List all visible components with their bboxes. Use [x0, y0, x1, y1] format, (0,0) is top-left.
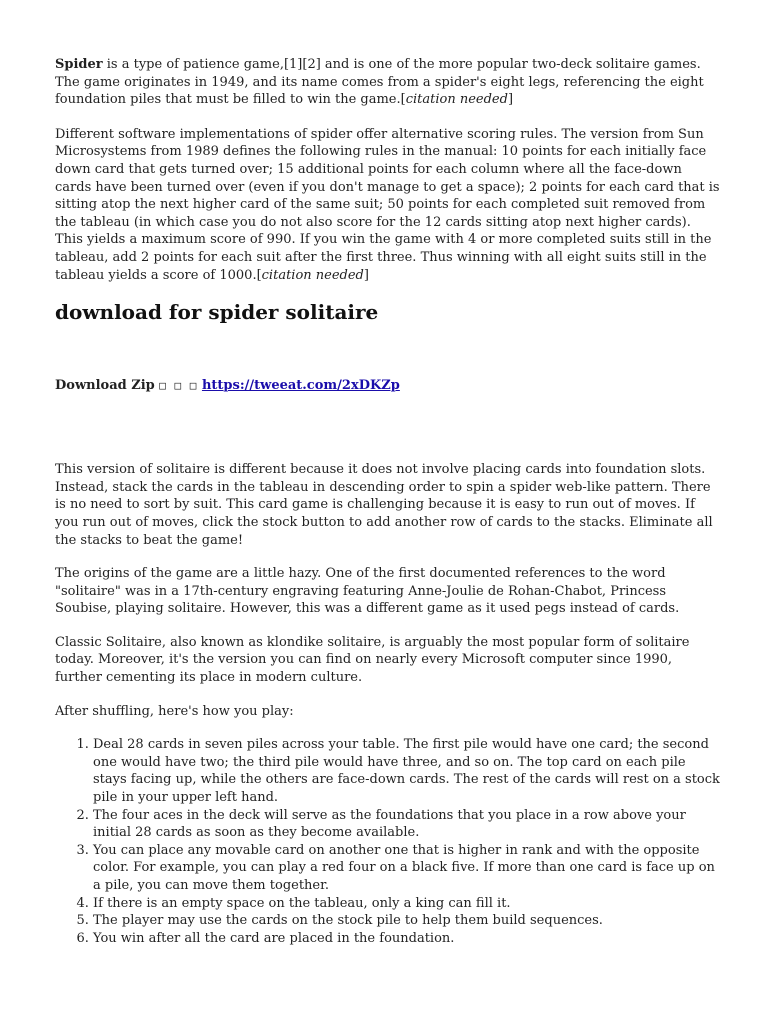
download-link[interactable]: https://tweeat.com/2xDKZp: [201, 378, 400, 394]
spacer: [55, 395, 720, 461]
download-label: Download Zip: [55, 378, 155, 394]
list-item: 1. Deal 28 cards in seven piles across your table. The first pile would have one card; the second one would have two; the third pile would have three, and so on. The top card on each pile stays facing up, while the others are face-down cards. The rest of the cards will rest on a stock pile in your upper left hand.: [93, 736, 720, 806]
scoring-citation: citation needed: [261, 267, 364, 283]
intro-term: Spider: [55, 57, 103, 72]
body-paragraph-2: The origins of the game are a little hazy. One of the first documented references to the word "solitaire" was in a 17th-century engraving featuring Anne-Joulie de Rohan-Chabot, Princess Soubise, playing solitaire. However, this was a different game as it used pegs instead of cards.: [55, 566, 680, 617]
body-paragraph-1: This version of solitaire is different because it does not involve placing cards into foundation slots. Instead, stack the cards in the tableau in descending order to spin a spider web-like pattern. There is no need to sort by suit. This card game is challenging because it is easy to run out of moves. If you run out of moves, click the stock button to add another row of cards to the stacks. Eliminate all the stacks to beat the game!: [55, 462, 713, 548]
list-item: 2. The four aces in the deck will serve as the foundations that you place in a row above your initial 28 cards as soon as they become available.: [93, 807, 720, 842]
intro-paragraph: [55, 56, 720, 109]
scoring-close: ]: [363, 267, 369, 283]
intro-close: ]: [507, 92, 514, 108]
list-item: 6. You win after all the card are placed in the foundation.: [93, 930, 720, 948]
body-paragraph-3: Classic Solitaire, also known as klondike solitaire, is arguably the most popular form of solitaire today. Moreover, it's the version you can find on nearly every Microsoft computer since 1990, further cementing its place in modern culture.: [55, 634, 690, 686]
list-item: 4. If there is an empty space on the tableau, only a king can fill it.: [93, 895, 720, 913]
list-item: 5. The player may use the cards on the stock pile to help them build sequences.: [93, 912, 720, 930]
section-heading: download for spider solitaire: [55, 300, 379, 325]
intro-citation: citation needed: [405, 92, 508, 108]
scoring-text: Different software implementations of spider offer alternative scoring rules. The version from Sun Microsystems from 1989 defines the following rules in the manual: 10 points for each initially face down card that gets turned over; 15 additional points for each column where all the face-down cards have been turned over (even if you don't manage to get a space); 2 points for each card that is sitting atop the next higher card of the same suit; 50 points for each completed suit removed from the tableau (in which case you do not also score for the 12 cards sitting atop next higher cards). This yields a maximum score of 990. If you win the game with 4 or more completed suits still in the tableau, add 2 points for each suit after the first three. Thus winning with all eight suits still in the tableau yields a score of 1000.[: [55, 126, 720, 283]
list-item: 3. You can place any movable card on another one that is higher in rank and with the opposite color. For example, you can play a red four on a black five. If more than one card is face up on a pile, you can move them together.: [93, 842, 720, 895]
download-line: [55, 377, 720, 395]
steps-list: [55, 736, 720, 947]
intro-text: is a type of patience game,[1][2] and is one of the more popular two-deck solitaire games. The game originates in 1949, and its name comes from a spider's eight legs, referencing the eight foundation piles that must be filled to win the game.[: [55, 57, 704, 108]
body-paragraph-4: After shuffling, here's how you play:: [55, 703, 294, 719]
scoring-paragraph: [55, 126, 720, 284]
arrow-glyphs: □ □ □: [159, 379, 198, 393]
